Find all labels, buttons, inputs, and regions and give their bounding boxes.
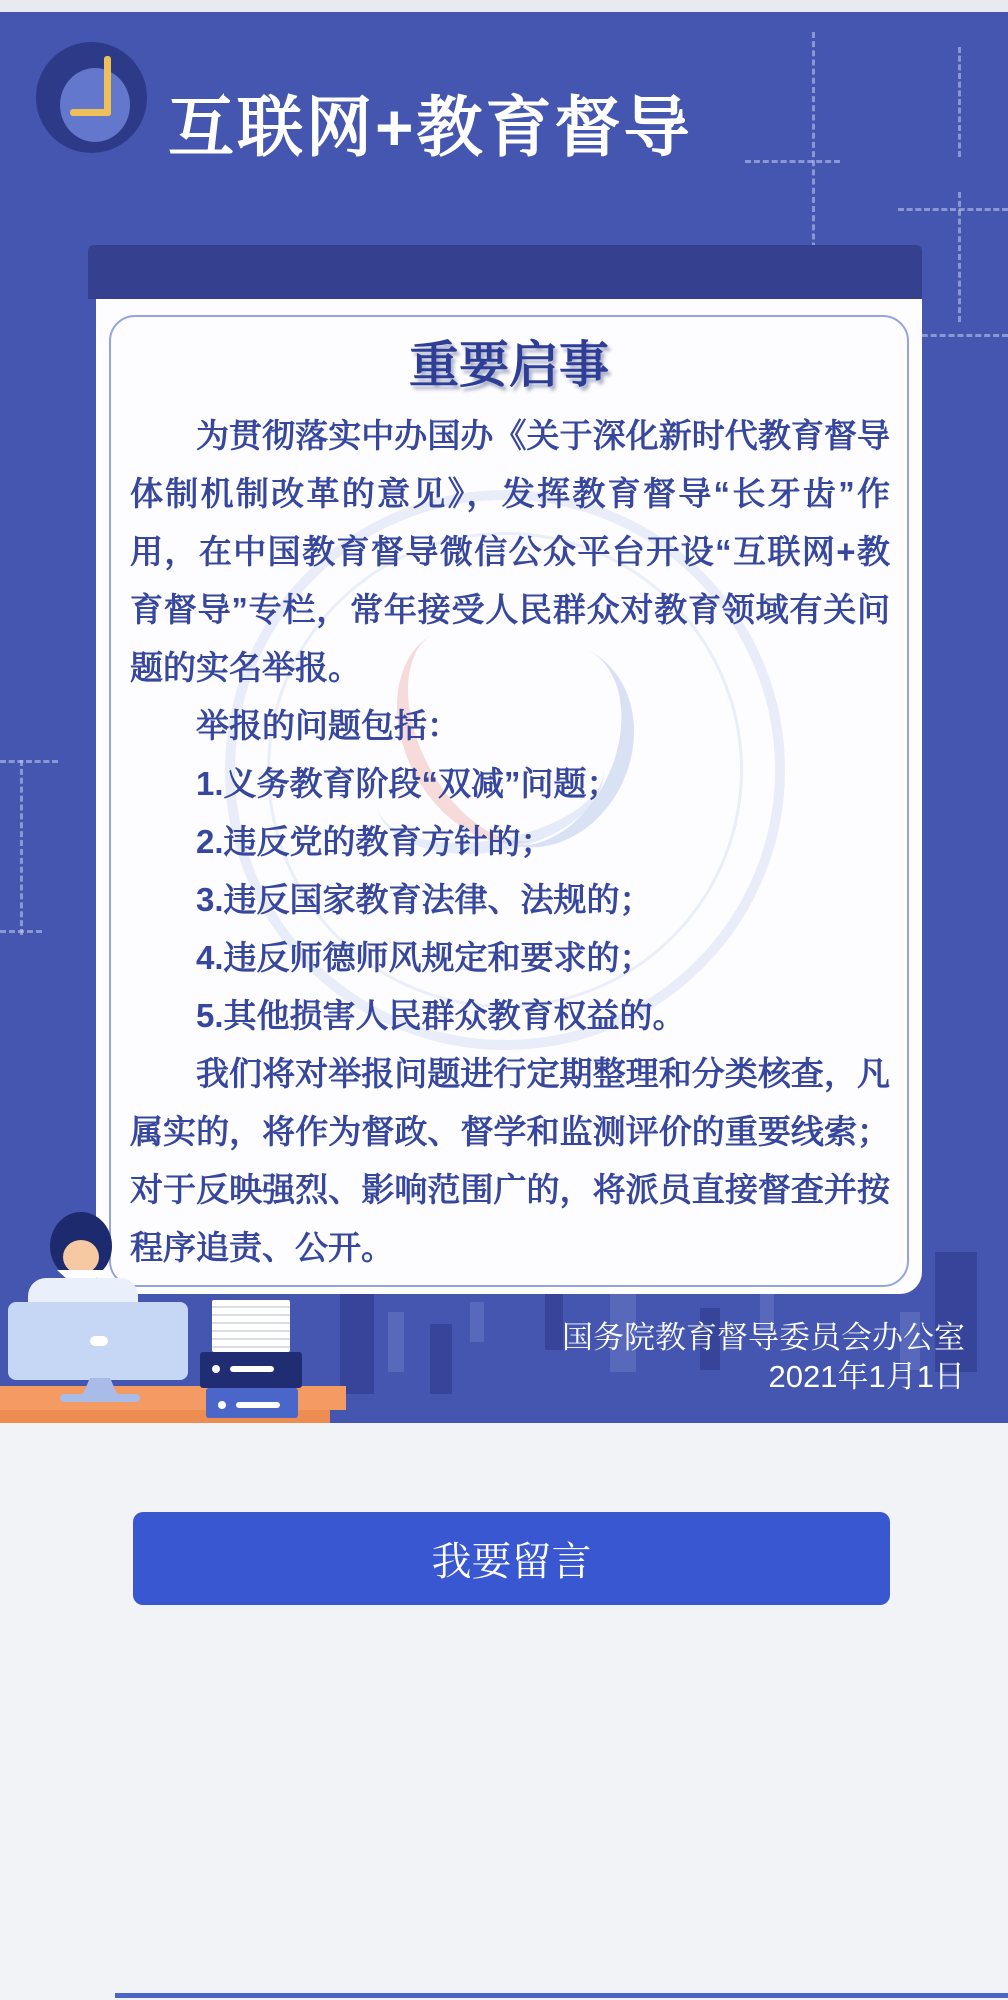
- computer-monitor-icon: [8, 1302, 188, 1380]
- notice-body: [130, 407, 890, 1277]
- file-box-knob: [218, 1401, 226, 1409]
- clock-icon: [36, 42, 147, 153]
- skyline-building: [545, 1294, 563, 1350]
- woman-at-desk-illustration: [0, 1212, 360, 1423]
- clock-hand: [104, 56, 111, 116]
- poster-title: 互联网+教育督导: [168, 90, 693, 164]
- card-header-bar: [88, 245, 922, 299]
- skyline-building: [430, 1324, 452, 1394]
- skyline-building: [470, 1302, 484, 1342]
- woman-face: [63, 1240, 99, 1274]
- top-strip: [0, 0, 1008, 12]
- notice-list-intro: 举报的问题包括：: [196, 707, 460, 744]
- notice-title: 重要启事: [409, 337, 609, 393]
- notice-poster: [0, 12, 1008, 1423]
- clock-hand: [70, 109, 111, 116]
- file-box-icon: [200, 1352, 302, 1388]
- monitor-highlight: [90, 1336, 108, 1346]
- signature-date: 2021年1月1日: [768, 1359, 965, 1394]
- leave-message-button[interactable]: 我要留言: [133, 1512, 890, 1605]
- signature-block: [562, 1318, 965, 1396]
- notice-list-item: 5.其他损害人民群众教育权益的。: [196, 997, 686, 1034]
- file-box-icon: [206, 1388, 298, 1418]
- clock-inner: [60, 68, 130, 142]
- file-box-knob: [212, 1365, 220, 1373]
- dashed-decoration: [20, 760, 23, 935]
- paper-stack-icon: [212, 1300, 290, 1352]
- notice-list-item: 4.违反师德师风规定和要求的；: [196, 939, 653, 976]
- skyline-building: [388, 1312, 404, 1372]
- notice-list-item: 3.违反国家教育法律、法规的；: [196, 881, 653, 918]
- file-box-slot: [236, 1402, 280, 1408]
- dashed-decoration: [0, 930, 42, 933]
- dashed-decoration: [0, 760, 58, 763]
- notice-list-item: 1.义务教育阶段“双减”问题；: [196, 765, 620, 802]
- notice-card: [96, 299, 922, 1294]
- dashed-decoration: [958, 192, 961, 322]
- signature-org: 国务院教育督导委员会办公室: [562, 1320, 965, 1355]
- monitor-stand-base: [60, 1394, 140, 1402]
- notice-paragraph: 为贯彻落实中办国办《关于深化新时代教育督导体制机制改革的意见》，发挥教育督导“长牙齿”作用，在中国教育督导微信公众平台开设“互联网+教育督导”专栏，常年接受人民群众对教育领域有关问题的实名举报。: [130, 417, 890, 686]
- dashed-decoration: [958, 47, 961, 157]
- file-box-slot: [230, 1366, 274, 1372]
- bottom-divider: [115, 1993, 1008, 1998]
- notice-list-item: 2.违反党的教育方针的；: [196, 823, 554, 860]
- dashed-decoration: [898, 208, 1008, 211]
- notice-paragraph: 我们将对举报问题进行定期整理和分类核查，凡属实的，将作为督政、督学和监测评价的重要线索；对于反映强烈、影响范围广的，将派员直接督查并按程序追责、公开。: [130, 1055, 890, 1266]
